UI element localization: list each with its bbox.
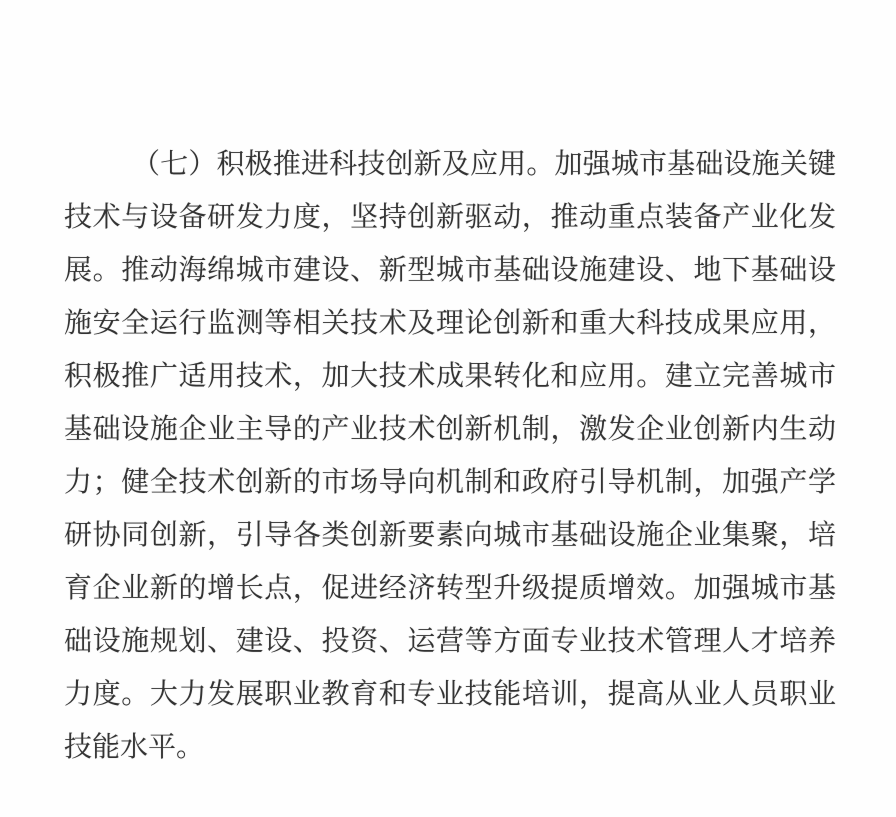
text-line: 技能水平。 bbox=[64, 732, 205, 763]
text-line: 展。推动海绵城市建设、新型城市基础设施建设、地下基础设 bbox=[64, 255, 836, 286]
text-line: （七）积极推进科技创新及应用。加强城市基础设施关键 bbox=[132, 149, 836, 180]
text-line: 础设施规划、建设、投资、运营等方面专业技术管理人才培养 bbox=[64, 626, 836, 657]
text-line: 基础设施企业主导的产业技术创新机制，激发企业创新内生动 bbox=[64, 414, 836, 445]
text-line: 积极推广适用技术，加大技术成果转化和应用。建立完善城市 bbox=[64, 361, 836, 392]
text-line: 力；健全技术创新的市场导向机制和政府引导机制，加强产学 bbox=[64, 467, 836, 498]
text-line: 技术与设备研发力度，坚持创新驱动，推动重点装备产业化发 bbox=[64, 202, 836, 233]
text-line: 施安全运行监测等相关技术及理论创新和重大科技成果应用， bbox=[64, 308, 836, 339]
text-line: 育企业新的增长点，促进经济转型升级提质增效。加强城市基 bbox=[64, 573, 836, 604]
text-line: 力度。大力发展职业教育和专业技能培训，提高从业人员职业 bbox=[64, 679, 836, 710]
text-line: 研协同创新，引导各类创新要素向城市基础设施企业集聚，培 bbox=[64, 520, 836, 551]
paragraph-section-7 bbox=[64, 138, 836, 774]
